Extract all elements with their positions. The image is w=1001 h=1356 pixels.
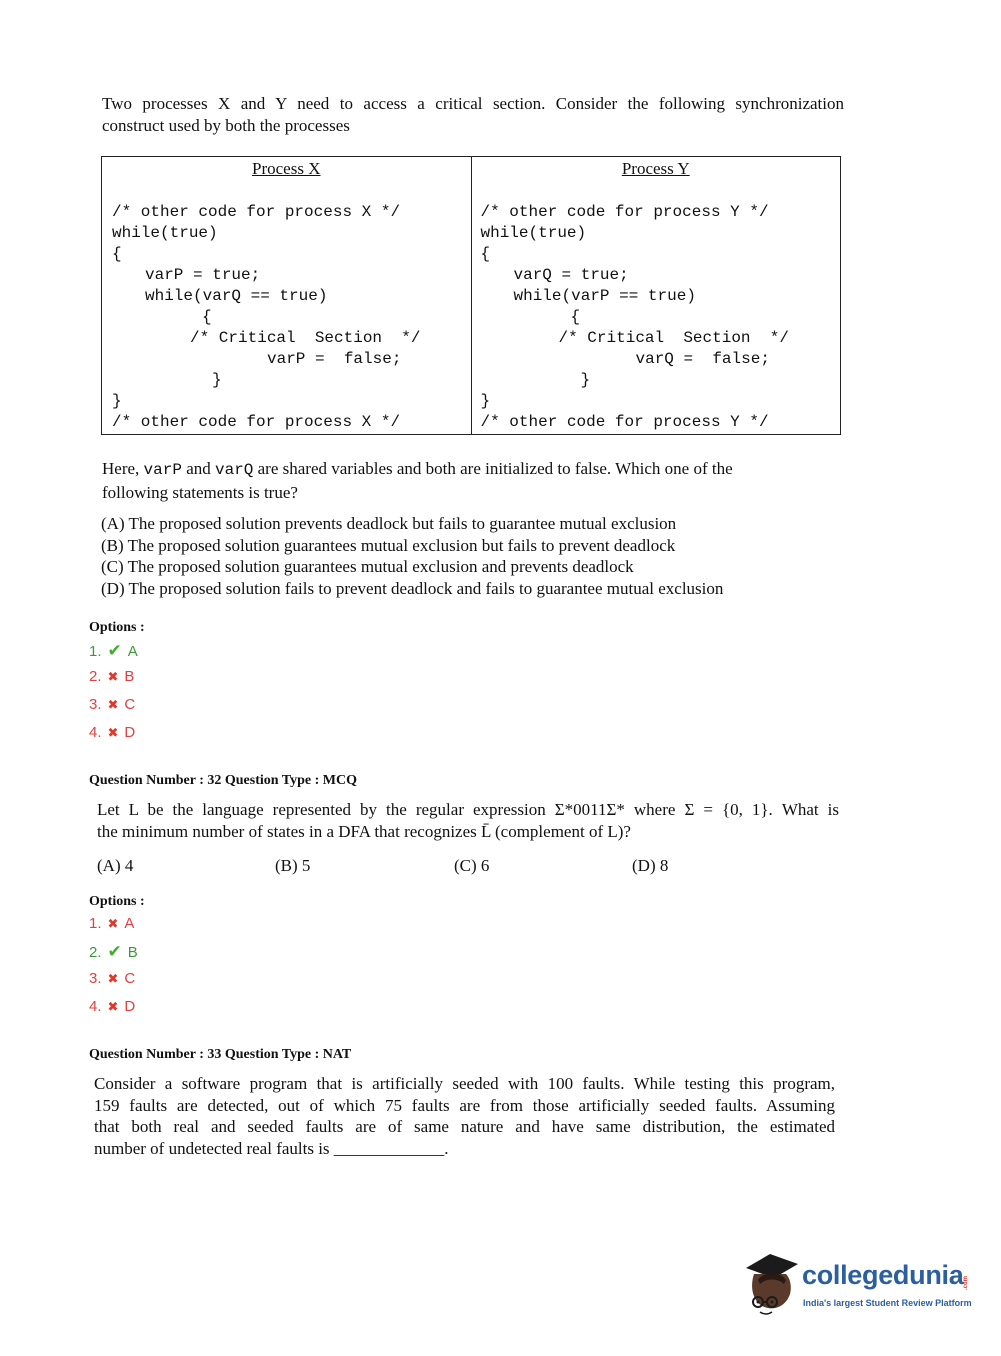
option-letter: C [124, 970, 136, 987]
cross-icon: ✖ [107, 915, 119, 931]
q33-header: Question Number : 33 Question Type : NAT [89, 1047, 352, 1062]
code-line: varP = true; [145, 266, 261, 284]
option-number: 4. [89, 724, 102, 741]
cross-icon: ✖ [107, 668, 119, 684]
cross-icon: ✖ [107, 998, 119, 1014]
option-letter: B [124, 668, 135, 685]
code-line: /* Critical Section */ [558, 329, 789, 347]
code-line: } [580, 371, 591, 389]
code-line: varQ = false; [635, 350, 770, 368]
choice-a: (A) The proposed solution prevents deadlock but fails to guarantee mutual exclusion [101, 514, 677, 533]
option-letter: D [124, 998, 136, 1015]
here-text: Here, [102, 459, 140, 478]
q32-choice-b: (B) 5 [275, 856, 311, 875]
option-letter: C [124, 696, 136, 713]
here-text: and [186, 459, 211, 478]
q32-header: Question Number : 32 Question Type : MCQ [89, 773, 357, 788]
code-line: /* other code for process Y */ [480, 203, 769, 221]
logo-name: collegedunia [802, 1260, 964, 1290]
q33-text [94, 1073, 835, 1159]
code-line: /* other code for process Y */ [480, 413, 769, 431]
q32-text [97, 799, 839, 842]
q31-options-title: Options : [89, 620, 145, 635]
var-q-code: varQ [214, 461, 254, 479]
option-row[interactable] [89, 696, 135, 713]
code-line: { [570, 308, 581, 326]
code-line: while(true) [112, 224, 218, 242]
process-x-title: Process X [252, 159, 321, 178]
q31-intro-line2: construct used by both the processes [102, 115, 350, 135]
q32-options-title: Options : [89, 894, 145, 909]
code-line: while(true) [480, 224, 587, 242]
option-number: 1. [89, 915, 102, 932]
option-number: 2. [89, 943, 102, 961]
option-row[interactable] [89, 942, 138, 962]
check-icon: ✔ [107, 942, 122, 961]
code-line: while(varQ == true) [145, 287, 328, 305]
code-line: { [480, 245, 491, 263]
cross-icon: ✖ [107, 724, 119, 740]
var-p-code: varP [143, 461, 182, 479]
q31-here-line2: following statements is true? [102, 482, 298, 502]
option-number: 1. [89, 642, 102, 660]
q32-choice-c: (C) 6 [454, 856, 490, 875]
process-y-column [471, 157, 841, 434]
option-number: 2. [89, 668, 102, 685]
code-table [101, 156, 841, 435]
option-letter: A [127, 642, 138, 660]
code-line: } [112, 392, 122, 410]
q33-line4: number of undetected real faults is _____________. [94, 1138, 449, 1158]
code-line: /* other code for process X */ [112, 413, 401, 431]
option-row[interactable] [89, 970, 135, 987]
code-line: varQ = true; [513, 266, 629, 284]
process-y-title: Process Y [621, 159, 690, 178]
option-letter: A [124, 915, 135, 932]
logo-tagline: India's largest Student Review Platform [803, 1298, 972, 1308]
option-row[interactable] [89, 915, 134, 932]
code-line: /* other code for process X */ [112, 203, 401, 221]
code-line: { [202, 308, 212, 326]
option-row[interactable] [89, 724, 135, 741]
q32-choice-a: (A) 4 [97, 856, 134, 875]
q33-line2: 159 faults are detected, out of which 75 faults are from those artificially seeded faults. Assuming [94, 1095, 835, 1115]
option-row[interactable] [89, 998, 135, 1015]
q33-line1: Consider a software program that is artificially seeded with 100 faults. While testing this program, [94, 1074, 835, 1093]
code-line: while(varP == true) [513, 287, 696, 305]
option-number: 3. [89, 970, 102, 987]
q32-line1: Let L be the language represented by the regular expression Σ*0011Σ* where Σ = {0, 1}. What is [97, 800, 839, 819]
q32-choice-d: (D) 8 [632, 856, 669, 875]
option-row[interactable] [89, 668, 134, 685]
code-line: varP = false; [267, 350, 402, 368]
mascot-icon [740, 1250, 802, 1318]
code-line: { [112, 245, 122, 263]
collegedunia-logo [740, 1250, 970, 1320]
option-letter: B [127, 943, 138, 961]
code-line: } [212, 371, 222, 389]
code-line: /* Critical Section */ [190, 329, 421, 347]
q31-intro [102, 93, 844, 136]
code-line: } [480, 392, 491, 410]
cross-icon: ✖ [107, 970, 119, 986]
option-number: 4. [89, 998, 102, 1015]
choice-d: (D) The proposed solution fails to prevent deadlock and fails to guarantee mutual exclusion [101, 578, 724, 598]
option-row[interactable] [89, 641, 138, 661]
option-letter: D [124, 724, 136, 741]
q31-here-paragraph [102, 458, 822, 503]
here-text: are shared variables and both are initialized to false. Which one of the [257, 459, 733, 478]
q31-intro-line1: Two processes X and Y need to access a critical section. Consider the following synchronization [102, 94, 844, 113]
q32-line2: the minimum number of states in a DFA that recognizes L̄ (complement of L)? [97, 821, 631, 841]
q31-choices [101, 513, 821, 599]
choice-b: (B) The proposed solution guarantees mutual exclusion but fails to prevent deadlock [101, 535, 676, 555]
choice-c: (C) The proposed solution guarantees mutual exclusion and prevents deadlock [101, 557, 634, 576]
q33-line3: that both real and seeded faults are of same nature and have same distribution, the estimated [94, 1117, 835, 1136]
process-x-column [102, 157, 471, 434]
check-icon: ✔ [107, 641, 122, 660]
cross-icon: ✖ [107, 696, 119, 712]
logo-suffix: .com [963, 1275, 970, 1291]
option-number: 3. [89, 696, 102, 713]
q31-here-line1 [102, 458, 822, 482]
